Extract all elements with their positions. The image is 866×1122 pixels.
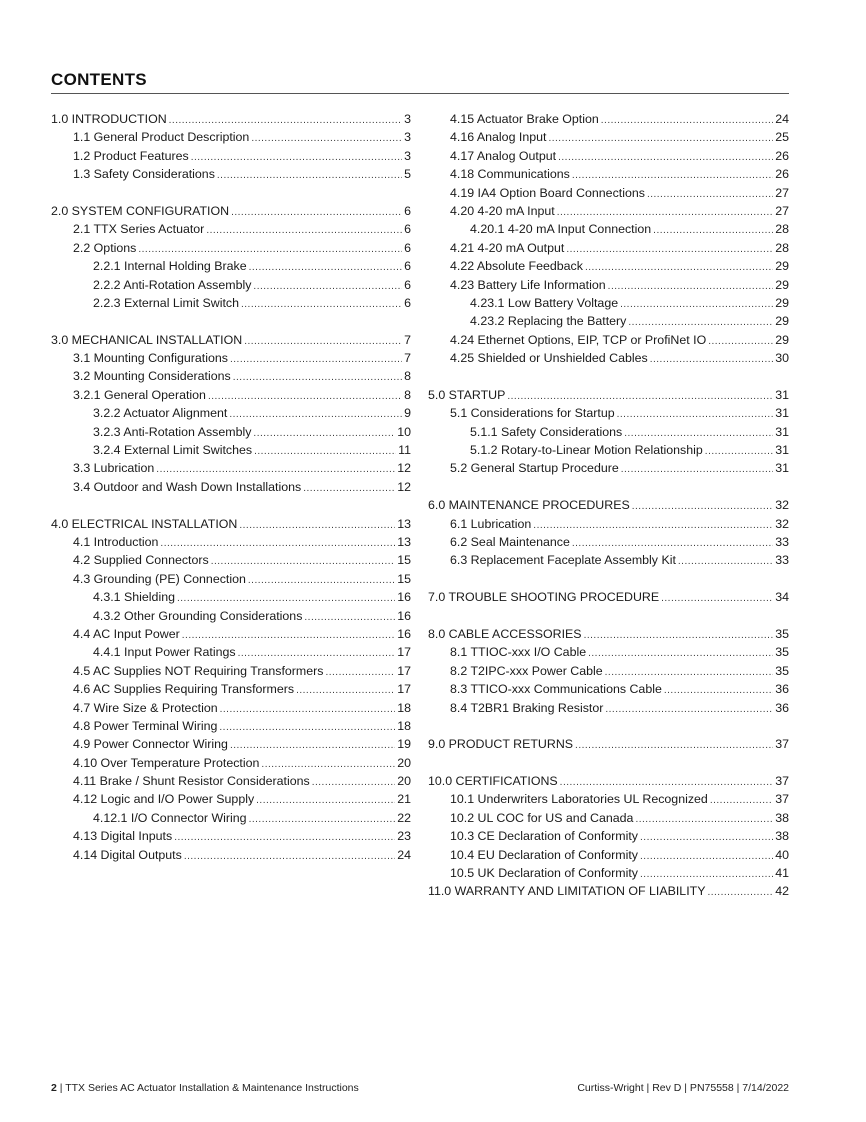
toc-entry-label: 4.14 Digital Outputs	[73, 847, 182, 862]
toc-entry[interactable]	[51, 772, 411, 790]
toc-entry-page: 35	[775, 663, 789, 678]
toc-entry-page: 3	[404, 148, 411, 163]
toc-dot-leader	[303, 480, 395, 498]
toc-entry[interactable]	[428, 441, 789, 459]
toc-entry-label: 4.8 Power Terminal Wiring	[73, 718, 218, 733]
toc-entry[interactable]	[428, 165, 789, 183]
toc-entry-label: 8.0 CABLE ACCESSORIES	[428, 626, 582, 641]
toc-entry-label: 4.16 Analog Input	[450, 130, 547, 145]
toc-entry[interactable]	[51, 349, 411, 367]
toc-entry-label: 4.4 AC Input Power	[73, 626, 180, 641]
toc-entry[interactable]	[428, 110, 789, 128]
toc-entry[interactable]	[428, 625, 789, 643]
toc-entry-label: 4.24 Ethernet Options, EIP, TCP or ProfiNet IO	[450, 332, 707, 347]
toc-entry-label: 10.4 EU Declaration of Conformity	[450, 847, 639, 862]
toc-entry-label: 8.1 TTIOC-xxx I/O Cable	[450, 645, 587, 660]
toc-entry-page: 31	[775, 387, 789, 402]
toc-entry-label: 3.0 MECHANICAL INSTALLATION	[51, 332, 243, 347]
toc-entry[interactable]	[428, 459, 789, 477]
toc-entry[interactable]	[51, 147, 411, 165]
toc-entry-label: 2.2.3 External Limit Switch	[93, 295, 239, 310]
toc-entry-page: 31	[775, 424, 789, 439]
toc-entry-page: 29	[775, 277, 789, 292]
toc-entry-label: 10.2 UL COC for US and Canada	[450, 810, 634, 825]
toc-entry[interactable]	[428, 643, 789, 661]
toc-entry-label: 1.0 INTRODUCTION	[51, 112, 167, 126]
toc-entry[interactable]	[51, 790, 411, 808]
toc-entry-page: 29	[775, 295, 789, 310]
toc-entry-page: 36	[775, 700, 789, 715]
toc-dot-leader	[640, 848, 773, 866]
toc-entry-page: 8	[404, 369, 411, 384]
toc-entry-page: 32	[775, 498, 789, 513]
toc-dot-leader	[217, 167, 402, 185]
toc-dot-leader	[231, 204, 402, 222]
page-footer	[51, 1082, 789, 1094]
toc-dot-leader	[617, 406, 774, 424]
toc-entry[interactable]	[428, 276, 789, 294]
toc-entry-page: 12	[397, 461, 411, 476]
toc-entry-label: 4.18 Communications	[450, 167, 570, 182]
toc-entry[interactable]	[428, 147, 789, 165]
toc-entry-page: 6	[404, 240, 411, 255]
toc-entry-page: 15	[397, 571, 411, 586]
toc-entry[interactable]	[51, 846, 411, 864]
toc-entry-page: 20	[397, 755, 411, 770]
toc-entry-label: 4.22 Absolute Feedback	[450, 259, 583, 274]
toc-entry-label: 3.2.2 Actuator Alignment	[93, 406, 228, 421]
toc-left-column	[51, 110, 411, 864]
toc-entry[interactable]	[51, 165, 411, 183]
toc-entry[interactable]	[51, 404, 411, 422]
toc-entry[interactable]	[428, 220, 789, 238]
toc-entry[interactable]	[428, 202, 789, 220]
toc-entry-page: 15	[397, 553, 411, 568]
toc-dot-leader	[325, 664, 395, 682]
toc-entry[interactable]	[51, 699, 411, 717]
toc-entry-page: 37	[775, 737, 789, 752]
toc-entry-label: 6.1 Lubrication	[450, 516, 532, 531]
toc-entry-page: 6	[404, 222, 411, 237]
toc-entry-label: 4.11 Brake / Shunt Resistor Considerations	[73, 774, 310, 789]
toc-entry-page: 11	[398, 443, 411, 458]
toc-dot-leader	[605, 701, 773, 719]
toc-dot-leader	[575, 737, 773, 755]
toc-entry-page: 33	[775, 534, 789, 549]
toc-dot-leader	[229, 406, 402, 424]
toc-entry[interactable]	[428, 257, 789, 275]
toc-dot-leader	[585, 259, 773, 277]
toc-entry-label: 5.1.2 Rotary-to-Linear Motion Relationship	[470, 443, 703, 458]
toc-entry-label: 6.2 Seal Maintenance	[450, 534, 570, 549]
toc-entry-label: 5.1.1 Safety Considerations	[470, 424, 623, 439]
toc-entry[interactable]	[51, 662, 411, 680]
toc-entry-label: 4.25 Shielded or Unshielded Cables	[450, 351, 648, 366]
toc-dot-leader	[244, 333, 402, 351]
toc-entry-page: 28	[775, 222, 789, 237]
toc-dot-leader	[621, 461, 773, 479]
toc-entry-label: 9.0 PRODUCT RETURNS	[428, 737, 574, 752]
toc-entry-label: 5.0 STARTUP	[428, 387, 506, 402]
toc-dot-leader	[241, 296, 402, 314]
toc-entry[interactable]	[51, 276, 411, 294]
toc-entry-page: 18	[397, 700, 411, 715]
toc-entry-label: 3.2.4 External Limit Switches	[93, 443, 253, 458]
toc-entry-label: 1.1 General Product Description	[73, 130, 250, 145]
toc-entry-page: 31	[775, 443, 789, 458]
toc-dot-leader	[584, 627, 774, 645]
toc-dot-leader	[707, 884, 773, 902]
toc-right-column	[428, 110, 789, 901]
toc-dot-leader	[233, 369, 402, 387]
toc-entry-label: 4.20.1 4-20 mA Input Connection	[470, 222, 652, 237]
toc-dot-leader	[650, 351, 774, 369]
toc-dot-leader	[206, 222, 402, 240]
toc-entry[interactable]	[51, 367, 411, 385]
footer-document-title: | TTX Series AC Actuator Installation & Maintenance Instructions	[56, 1082, 359, 1094]
toc-entry-page: 31	[775, 461, 789, 476]
toc-entry[interactable]	[428, 680, 789, 698]
toc-entry-page: 13	[397, 534, 411, 549]
toc-entry-page: 33	[775, 553, 789, 568]
toc-entry-label: 3.4 Outdoor and Wash Down Installations	[73, 479, 302, 494]
toc-entry-label: 1.3 Safety Considerations	[73, 167, 215, 182]
toc-entry-page: 26	[775, 148, 789, 163]
toc-entry-page: 8	[404, 387, 411, 402]
toc-entry[interactable]	[51, 257, 411, 275]
toc-dot-leader	[239, 517, 395, 535]
toc-dot-leader	[566, 241, 773, 259]
toc-entry-page: 18	[397, 718, 411, 733]
toc-entry-page: 38	[775, 810, 789, 825]
toc-entry-label: 4.13 Digital Inputs	[73, 829, 173, 844]
toc-dot-leader	[661, 590, 773, 608]
toc-entry[interactable]	[51, 570, 411, 588]
toc-entry-label: 2.2 Options	[73, 240, 137, 255]
toc-dot-leader	[588, 645, 773, 663]
toc-entry[interactable]	[51, 220, 411, 238]
toc-entry-page: 16	[397, 626, 411, 641]
toc-entry-page: 10	[397, 424, 411, 439]
toc-entry[interactable]	[428, 827, 789, 845]
toc-entry[interactable]	[428, 312, 789, 330]
toc-entry-label: 2.2.1 Internal Holding Brake	[93, 259, 247, 274]
toc-entry-label: 4.7 Wire Size & Protection	[73, 700, 218, 715]
toc-entry-label: 4.0 ELECTRICAL INSTALLATION	[51, 516, 238, 531]
toc-dot-leader	[558, 149, 773, 167]
toc-entry-label: 4.20 4-20 mA Input	[450, 203, 555, 218]
toc-entry-page: 20	[397, 774, 411, 789]
toc-entry-page: 40	[775, 847, 789, 862]
toc-entry[interactable]	[51, 423, 411, 441]
toc-dot-leader	[208, 388, 402, 406]
toc-entry-page: 16	[397, 590, 411, 605]
toc-entry-label: 3.2 Mounting Considerations	[73, 369, 231, 384]
toc-dot-leader	[678, 553, 773, 571]
toc-entry-label: 3.2.1 General Operation	[73, 387, 206, 402]
toc-entry-page: 23	[397, 829, 411, 844]
toc-entry-label: 10.3 CE Declaration of Conformity	[450, 829, 639, 844]
toc-entry-label: 4.23.1 Low Battery Voltage	[470, 295, 619, 310]
toc-dot-leader	[653, 222, 773, 240]
toc-entry-page: 42	[775, 884, 789, 899]
toc-entry-label: 5.2 General Startup Procedure	[450, 461, 619, 476]
toc-entry[interactable]	[51, 459, 411, 477]
toc-entry-page: 32	[775, 516, 789, 531]
toc-entry[interactable]	[51, 533, 411, 551]
toc-entry-page: 24	[775, 112, 789, 126]
toc-entry[interactable]	[51, 680, 411, 698]
toc-entry[interactable]	[428, 699, 789, 717]
toc-entry-label: 5.1 Considerations for Startup	[450, 406, 615, 421]
toc-entry[interactable]	[428, 515, 789, 533]
toc-entry-page: 16	[397, 608, 411, 623]
page-title: CONTENTS	[51, 70, 147, 89]
toc-entry[interactable]	[51, 478, 411, 496]
toc-entry-label: 4.19 IA4 Option Board Connections	[450, 185, 645, 200]
toc-entry-page: 7	[404, 332, 411, 347]
toc-dot-leader	[174, 829, 395, 847]
toc-entry-label: 4.23.2 Replacing the Battery	[470, 314, 627, 329]
toc-entry-label: 4.17 Analog Output	[450, 148, 557, 163]
toc-entry[interactable]	[51, 809, 411, 827]
toc-entry[interactable]	[51, 735, 411, 753]
toc-entry[interactable]	[428, 294, 789, 312]
toc-entry[interactable]	[51, 202, 411, 220]
toc-entry-page: 6	[404, 295, 411, 310]
toc-entry[interactable]	[428, 809, 789, 827]
toc-entry-page: 6	[404, 259, 411, 274]
toc-dot-leader	[710, 792, 773, 810]
toc-entry[interactable]	[428, 551, 789, 569]
footer-page-number: 2	[51, 1082, 57, 1094]
toc-entry[interactable]	[428, 184, 789, 202]
toc-entry-page: 28	[775, 240, 789, 255]
toc-entry-label: 4.23 Battery Life Information	[450, 277, 606, 292]
toc-entry[interactable]	[51, 239, 411, 257]
toc-entry-page: 29	[775, 314, 789, 329]
toc-entry-page: 7	[404, 351, 411, 366]
toc-entry[interactable]	[428, 662, 789, 680]
toc-entry[interactable]	[51, 625, 411, 643]
toc-entry-label: 10.5 UK Declaration of Conformity	[450, 866, 639, 881]
toc-entry-label: 1.2 Product Features	[73, 148, 189, 163]
toc-entry[interactable]	[51, 515, 411, 533]
toc-dot-leader	[635, 811, 773, 829]
toc-entry-label: 8.2 T2IPC-xxx Power Cable	[450, 663, 603, 678]
toc-entry-page: 31	[775, 406, 789, 421]
toc-entry-label: 4.2 Supplied Connectors	[73, 553, 209, 568]
toc-entry-page: 35	[775, 645, 789, 660]
toc-entry-page: 3	[404, 112, 411, 126]
toc-dot-leader	[640, 829, 773, 847]
toc-entry[interactable]	[51, 441, 411, 459]
toc-entry[interactable]	[428, 864, 789, 882]
toc-entry[interactable]	[51, 717, 411, 735]
toc-dot-leader	[708, 333, 773, 351]
toc-dot-leader	[248, 572, 395, 590]
toc-entry[interactable]	[428, 882, 789, 900]
toc-entry-label: 4.3.2 Other Grounding Considerations	[93, 608, 303, 623]
toc-entry-page: 34	[775, 590, 789, 605]
toc-dot-leader	[304, 609, 395, 627]
toc-dot-leader	[664, 682, 773, 700]
toc-dot-leader	[632, 498, 773, 516]
toc-entry[interactable]	[428, 846, 789, 864]
toc-dot-leader	[312, 774, 396, 792]
toc-entry[interactable]	[428, 423, 789, 441]
toc-entry-page: 17	[397, 663, 411, 678]
toc-entry-page: 29	[775, 259, 789, 274]
toc-entry-label: 3.3 Lubrication	[73, 461, 155, 476]
toc-entry[interactable]	[51, 754, 411, 772]
toc-entry-label: 10.0 CERTIFICATIONS	[428, 774, 558, 789]
toc-entry-label: 10.1 Underwriters Laboratories UL Recognized	[450, 792, 708, 807]
toc-entry-label: 4.3 Grounding (PE) Connection	[73, 571, 246, 586]
toc-entry-label: 3.1 Mounting Configurations	[73, 351, 228, 366]
toc-entry[interactable]	[428, 404, 789, 422]
toc-dot-leader	[220, 701, 396, 719]
toc-entry-label: 4.3.1 Shielding	[93, 590, 175, 605]
toc-dot-leader	[253, 278, 402, 296]
toc-entry[interactable]	[51, 827, 411, 845]
toc-entry-page: 30	[775, 351, 789, 366]
toc-entry[interactable]	[51, 643, 411, 661]
toc-entry-label: 7.0 TROUBLE SHOOTING PROCEDURE	[428, 590, 660, 605]
toc-entry-label: 4.15 Actuator Brake Option	[450, 112, 599, 126]
toc-entry-page: 9	[404, 406, 411, 421]
toc-entry-page: 17	[397, 645, 411, 660]
toc-entry-page: 26	[775, 167, 789, 182]
toc-entry-page: 19	[397, 737, 411, 752]
toc-entry-label: 2.2.2 Anti-Rotation Assembly	[93, 277, 252, 292]
toc-entry-label: 6.0 MAINTENANCE PROCEDURES	[428, 498, 630, 513]
toc-entry-label: 2.0 SYSTEM CONFIGURATION	[51, 203, 230, 218]
toc-dot-leader	[254, 443, 396, 461]
toc-entry-page: 3	[404, 130, 411, 145]
toc-entry[interactable]	[51, 607, 411, 625]
toc-entry-page: 38	[775, 829, 789, 844]
toc-entry-page: 35	[775, 626, 789, 641]
toc-entry[interactable]	[51, 110, 411, 128]
toc-entry-page: 25	[775, 130, 789, 145]
toc-entry[interactable]	[428, 588, 789, 606]
toc-entry[interactable]	[51, 386, 411, 404]
toc-dot-leader	[191, 149, 402, 167]
toc-entry[interactable]	[51, 294, 411, 312]
toc-entry[interactable]	[51, 551, 411, 569]
toc-dot-leader	[219, 719, 395, 737]
toc-entry-label: 4.12.1 I/O Connector Wiring	[93, 810, 247, 825]
toc-entry[interactable]	[428, 533, 789, 551]
toc-entry-label: 2.1 TTX Series Actuator	[73, 222, 205, 237]
toc-entry-label: 4.9 Power Connector Wiring	[73, 737, 228, 752]
toc-entry-label: 6.3 Replacement Faceplate Assembly Kit	[450, 553, 676, 568]
toc-entry-page: 6	[404, 277, 411, 292]
footer-revision-info: Curtiss-Wright | Rev D | PN75558 | 7/14/2022	[577, 1082, 789, 1094]
toc-entry[interactable]	[428, 239, 789, 257]
toc-entry-page: 13	[397, 516, 411, 531]
footer-left	[51, 1082, 359, 1094]
toc-dot-leader	[647, 186, 773, 204]
toc-entry-page: 36	[775, 682, 789, 697]
toc-entry[interactable]	[51, 128, 411, 146]
toc-entry-page: 41	[775, 866, 789, 881]
toc-entry[interactable]	[428, 496, 789, 514]
toc-entry[interactable]	[51, 588, 411, 606]
toc-entry-page: 5	[404, 167, 411, 182]
toc-entry[interactable]	[428, 735, 789, 753]
toc-entry-label: 8.4 T2BR1 Braking Resistor	[450, 700, 604, 715]
title-divider	[51, 93, 789, 94]
toc-entry-label: 11.0 WARRANTY AND LIMITATION OF LIABILITY	[428, 884, 706, 899]
toc-entry[interactable]	[428, 790, 789, 808]
toc-entry-label: 8.3 TTICO-xxx Communications Cable	[450, 682, 662, 697]
toc-entry[interactable]	[428, 349, 789, 367]
toc-dot-leader	[251, 130, 402, 148]
toc-entry-page: 27	[775, 203, 789, 218]
toc-entry-page: 27	[775, 185, 789, 200]
toc-entry-label: 4.10 Over Temperature Protection	[73, 755, 260, 770]
toc-entry[interactable]	[51, 331, 411, 349]
toc-entry[interactable]	[428, 331, 789, 349]
toc-dot-leader	[548, 130, 773, 148]
toc-entry-label: 3.2.3 Anti-Rotation Assembly	[93, 424, 252, 439]
toc-entry-page: 17	[397, 682, 411, 697]
toc-entry-label: 4.4.1 Input Power Ratings	[93, 645, 236, 660]
toc-entry-label: 4.21 4-20 mA Output	[450, 240, 565, 255]
toc-dot-leader	[601, 112, 773, 130]
toc-dot-leader	[608, 278, 774, 296]
toc-entry-page: 21	[397, 792, 411, 807]
toc-entry-page: 12	[397, 479, 411, 494]
toc-dot-leader	[253, 425, 395, 443]
toc-dot-leader	[184, 848, 395, 866]
toc-entry-label: 4.6 AC Supplies Requiring Transformers	[73, 682, 295, 697]
toc-entry-page: 37	[775, 792, 789, 807]
toc-dot-leader	[705, 443, 773, 461]
toc-entry-label: 4.12 Logic and I/O Power Supply	[73, 792, 255, 807]
toc-entry-page: 6	[404, 203, 411, 218]
toc-entry-page: 24	[397, 847, 411, 862]
toc-entry-page: 22	[397, 810, 411, 825]
toc-dot-leader	[256, 792, 395, 810]
toc-entry[interactable]	[428, 772, 789, 790]
toc-dot-leader	[620, 296, 773, 314]
toc-dot-leader	[230, 351, 402, 369]
toc-dot-leader	[249, 259, 402, 277]
toc-entry[interactable]	[428, 386, 789, 404]
toc-dot-leader	[296, 682, 395, 700]
toc-entry-label: 4.5 AC Supplies NOT Requiring Transformers	[73, 663, 324, 678]
toc-entry[interactable]	[428, 128, 789, 146]
toc-entry-page: 29	[775, 332, 789, 347]
toc-entry-page: 37	[775, 774, 789, 789]
toc-entry-label: 4.1 Introduction	[73, 534, 159, 549]
toc-dot-leader	[249, 811, 396, 829]
